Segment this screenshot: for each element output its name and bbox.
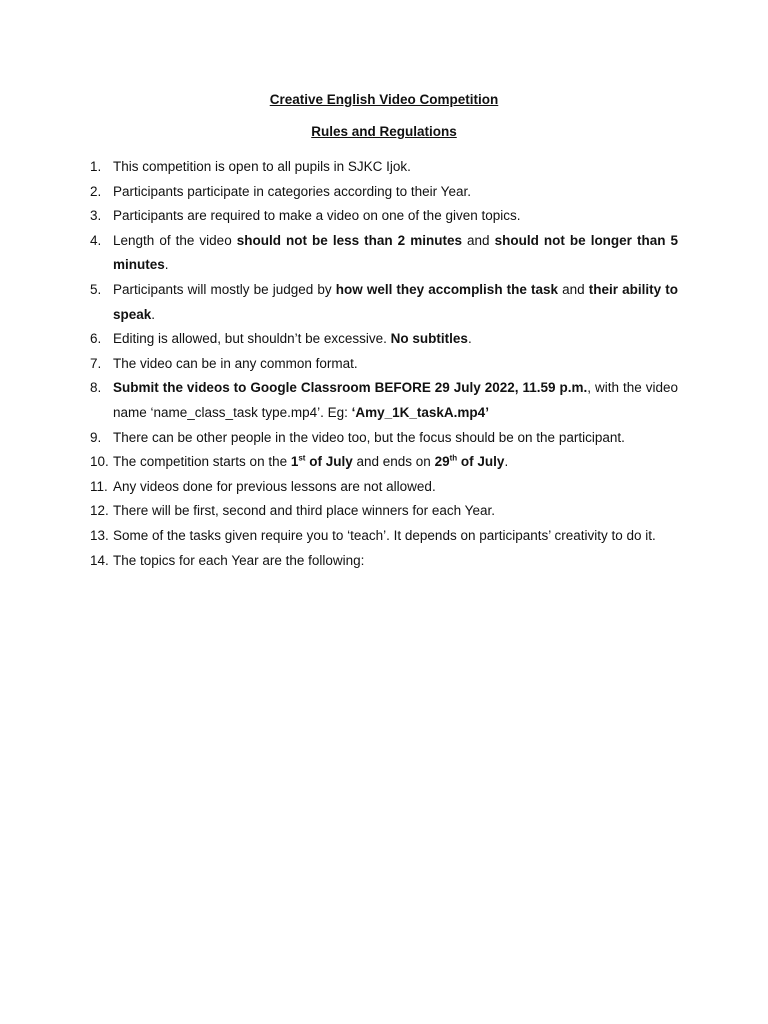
rule-number: 6.	[90, 331, 102, 347]
rule-text: The video can be in any common format.	[113, 355, 358, 371]
rule-item	[90, 426, 678, 451]
rule-emphasis: should not be less than 2 minutes	[236, 232, 462, 248]
rule-text: Participants participate in categories according to their Year.	[113, 183, 471, 199]
rule-number: 2.	[90, 183, 102, 199]
rule-number: 1.	[90, 159, 102, 174]
rule-item	[90, 204, 678, 229]
rule-text: Any videos done for previous lessons are not allowed.	[113, 478, 436, 494]
rule-text: and	[558, 281, 589, 297]
rule-item	[90, 327, 678, 352]
rule-number: 14.	[90, 552, 109, 568]
rule-text: .	[467, 331, 472, 347]
rule-text: Some of the tasks given require you to ‘teach’. It depends on participants’ creativity to do it.	[113, 527, 656, 543]
rule-text: Participants will mostly be judged by	[113, 281, 336, 297]
rule-emphasis	[291, 454, 353, 469]
rule-item	[90, 180, 678, 205]
rule-emphasis: should not be longer than 5 minutes	[113, 232, 679, 273]
rule-number: 5.	[90, 281, 102, 297]
rule-number: 11.	[90, 478, 108, 494]
rule-number: 9.	[90, 429, 102, 445]
rule-text: The topics for each Year are the following:	[113, 552, 365, 568]
ordinal-suffix: th	[449, 453, 458, 463]
rule-text: This competition is open to all pupils in SJKC Ijok.	[113, 159, 411, 174]
rule-text: Length of the video	[113, 232, 237, 248]
rule-text: The competition starts on the	[113, 454, 291, 470]
rule-date-number: 1	[290, 454, 299, 470]
rule-number: 12.	[90, 503, 109, 519]
rule-text: .	[504, 454, 509, 470]
ordinal-suffix: st	[298, 453, 306, 463]
document-subtitle: Rules and Regulations	[311, 124, 457, 139]
rule-date-month: of July	[457, 454, 505, 470]
rule-date-month: of July	[305, 454, 353, 470]
rule-emphasis: No subtitles	[390, 331, 468, 347]
rule-item	[90, 475, 678, 500]
rule-item	[90, 549, 678, 574]
rule-item	[90, 278, 678, 327]
document-title: Creative English Video Competition	[269, 92, 499, 107]
rule-text: .	[151, 306, 156, 322]
rule-text: Editing is allowed, but shouldn’t be excessive.	[113, 331, 391, 347]
rule-text: and	[461, 232, 495, 248]
rule-number: 8.	[90, 380, 102, 396]
rule-item	[90, 229, 678, 278]
rule-item	[90, 450, 678, 475]
rule-emphasis: Submit the videos to Google Classroom BEFORE 29 July 2022, 11.59 p.m.	[113, 380, 588, 396]
rule-emphasis: their ability to speak	[113, 281, 678, 322]
rule-text: Participants are required to make a video on one of the given topics.	[113, 208, 521, 224]
rule-text: and ends on	[352, 454, 435, 470]
rule-emphasis	[435, 454, 505, 469]
rule-text: There will be first, second and third place winners for each Year.	[113, 503, 495, 519]
rule-date-number: 29	[434, 454, 450, 470]
rule-item	[90, 376, 678, 425]
rule-item	[90, 499, 678, 524]
rule-text: , with the video name ‘name_class_task type.mp4’. Eg:	[113, 380, 678, 420]
rules-list	[90, 155, 678, 573]
rule-item	[90, 524, 678, 549]
rule-item	[90, 155, 678, 180]
rule-item	[90, 352, 678, 377]
rule-number: 13.	[90, 527, 109, 543]
rule-emphasis: how well they accomplish the task	[335, 281, 559, 297]
rule-number: 3.	[90, 208, 102, 224]
rule-emphasis: ‘Amy_1K_taskA.mp4’	[351, 404, 489, 420]
rule-number: 7.	[90, 355, 102, 371]
rule-text: There can be other people in the video too, but the focus should be on the participant.	[113, 429, 625, 445]
rule-number: 10.	[90, 454, 109, 470]
rule-number: 4.	[90, 232, 102, 248]
rule-text: .	[164, 257, 169, 273]
